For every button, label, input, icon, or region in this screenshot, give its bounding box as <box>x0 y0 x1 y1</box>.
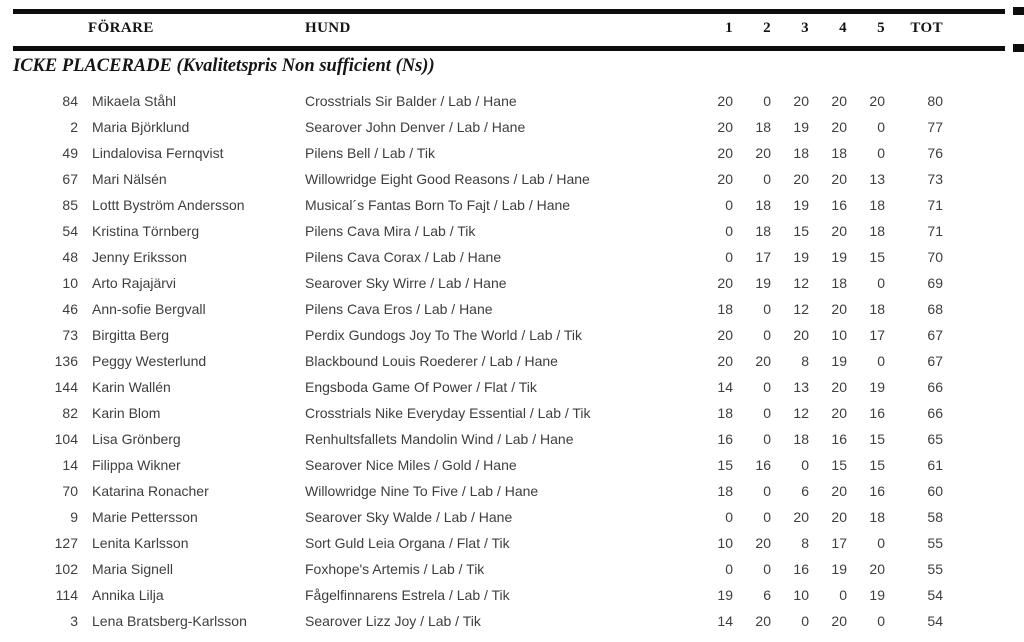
start-number-cell: 84 <box>62 93 78 109</box>
forare-cell: Maria Björklund <box>92 119 190 135</box>
score-2-cell: 17 <box>755 249 771 265</box>
score-2-cell: 19 <box>755 275 771 291</box>
score-1-cell: 18 <box>717 301 733 317</box>
table-row <box>0 114 1024 140</box>
score-1-cell: 18 <box>717 405 733 421</box>
table-row <box>0 452 1024 478</box>
score-4-cell: 16 <box>831 197 847 213</box>
score-2-cell: 18 <box>755 197 771 213</box>
hund-cell: Willowridge Nine To Five / Lab / Hane <box>305 483 539 499</box>
page-edge-fragment-top <box>1013 7 1024 15</box>
score-1-cell: 16 <box>717 431 733 447</box>
start-number-cell: 10 <box>62 275 78 291</box>
forare-cell: Annika Lilja <box>92 587 164 603</box>
total-cell: 61 <box>927 457 943 473</box>
score-4-cell: 20 <box>831 405 847 421</box>
score-3-cell: 19 <box>793 197 809 213</box>
start-number-cell: 70 <box>62 483 78 499</box>
start-number-cell: 73 <box>62 327 78 343</box>
table-row <box>0 426 1024 452</box>
column-header-tot: TOT <box>910 20 943 36</box>
total-cell: 68 <box>927 301 943 317</box>
score-3-cell: 20 <box>793 171 809 187</box>
table-row <box>0 322 1024 348</box>
score-3-cell: 12 <box>793 301 809 317</box>
score-3-cell: 20 <box>793 327 809 343</box>
score-2-cell: 16 <box>755 457 771 473</box>
score-3-cell: 18 <box>793 145 809 161</box>
start-number-cell: 67 <box>62 171 78 187</box>
score-5-cell: 18 <box>869 197 885 213</box>
hund-cell: Fågelfinnarens Estrela / Lab / Tik <box>305 587 510 603</box>
hund-cell: Foxhope's Artemis / Lab / Tik <box>305 561 485 577</box>
score-2-cell: 0 <box>763 431 771 447</box>
total-cell: 58 <box>927 509 943 525</box>
score-5-cell: 19 <box>869 379 885 395</box>
forare-cell: Katarina Ronacher <box>92 483 209 499</box>
score-2-cell: 20 <box>755 613 771 629</box>
score-1-cell: 0 <box>725 561 733 577</box>
hund-cell: Perdix Gundogs Joy To The World / Lab / Tik <box>305 327 583 343</box>
total-cell: 70 <box>927 249 943 265</box>
start-number-cell: 48 <box>62 249 78 265</box>
score-1-cell: 20 <box>717 327 733 343</box>
total-cell: 73 <box>927 171 943 187</box>
score-5-cell: 16 <box>869 483 885 499</box>
score-5-cell: 15 <box>869 249 885 265</box>
hund-cell: Renhultsfallets Mandolin Wind / Lab / Hane <box>305 431 574 447</box>
score-3-cell: 19 <box>793 249 809 265</box>
hund-cell: Pilens Cava Eros / Lab / Hane <box>305 301 493 317</box>
score-5-cell: 19 <box>869 587 885 603</box>
hund-cell: Searover John Denver / Lab / Hane <box>305 119 526 135</box>
hund-cell: Crosstrials Sir Balder / Lab / Hane <box>305 93 517 109</box>
forare-cell: Jenny Eriksson <box>92 249 187 265</box>
start-number-cell: 49 <box>62 145 78 161</box>
score-5-cell: 16 <box>869 405 885 421</box>
score-1-cell: 14 <box>717 613 733 629</box>
score-5-cell: 18 <box>869 301 885 317</box>
start-number-cell: 127 <box>54 535 78 551</box>
score-1-cell: 14 <box>717 379 733 395</box>
results-rows <box>0 88 1024 634</box>
score-5-cell: 0 <box>877 275 885 291</box>
table-row <box>0 582 1024 608</box>
score-5-cell: 15 <box>869 431 885 447</box>
score-4-cell: 10 <box>831 327 847 343</box>
start-number-cell: 46 <box>62 301 78 317</box>
score-1-cell: 0 <box>725 249 733 265</box>
column-header-1: 1 <box>725 20 733 36</box>
score-1-cell: 15 <box>717 457 733 473</box>
forare-cell: Lena Bratsberg-Karlsson <box>92 613 247 629</box>
score-2-cell: 0 <box>763 327 771 343</box>
score-2-cell: 6 <box>763 587 771 603</box>
forare-cell: Peggy Westerlund <box>92 353 207 369</box>
table-row <box>0 556 1024 582</box>
score-4-cell: 19 <box>831 249 847 265</box>
score-1-cell: 20 <box>717 119 733 135</box>
score-5-cell: 17 <box>869 327 885 343</box>
score-4-cell: 20 <box>831 509 847 525</box>
forare-cell: Marie Pettersson <box>92 509 198 525</box>
table-row <box>0 218 1024 244</box>
score-5-cell: 0 <box>877 145 885 161</box>
total-cell: 54 <box>927 613 943 629</box>
hund-cell: Engsboda Game Of Power / Flat / Tik <box>305 379 537 395</box>
score-4-cell: 15 <box>831 457 847 473</box>
start-number-cell: 2 <box>70 119 78 135</box>
score-5-cell: 20 <box>869 561 885 577</box>
header-separator-rule <box>13 46 1005 51</box>
table-row <box>0 88 1024 114</box>
table-row <box>0 270 1024 296</box>
total-cell: 67 <box>927 353 943 369</box>
score-2-cell: 0 <box>763 405 771 421</box>
score-2-cell: 0 <box>763 379 771 395</box>
start-number-cell: 136 <box>54 353 78 369</box>
table-row <box>0 504 1024 530</box>
table-row <box>0 244 1024 270</box>
score-1-cell: 18 <box>717 483 733 499</box>
score-5-cell: 20 <box>869 93 885 109</box>
total-cell: 67 <box>927 327 943 343</box>
total-cell: 77 <box>927 119 943 135</box>
score-4-cell: 20 <box>831 93 847 109</box>
score-4-cell: 20 <box>831 223 847 239</box>
score-2-cell: 20 <box>755 353 771 369</box>
total-cell: 55 <box>927 561 943 577</box>
total-cell: 66 <box>927 405 943 421</box>
score-4-cell: 0 <box>839 587 847 603</box>
hund-cell: Musical´s Fantas Born To Fajt / Lab / Hane <box>305 197 571 213</box>
score-5-cell: 0 <box>877 535 885 551</box>
forare-cell: Kristina Törnberg <box>92 223 200 239</box>
forare-cell: Arto Rajajärvi <box>92 275 177 291</box>
score-4-cell: 16 <box>831 431 847 447</box>
score-3-cell: 0 <box>801 613 809 629</box>
score-1-cell: 19 <box>717 587 733 603</box>
hund-cell: Blackbound Louis Roederer / Lab / Hane <box>305 353 558 369</box>
score-1-cell: 0 <box>725 223 733 239</box>
table-header-row <box>0 15 1024 41</box>
hund-cell: Sort Guld Leia Organa / Flat / Tik <box>305 535 510 551</box>
score-2-cell: 20 <box>755 535 771 551</box>
score-5-cell: 0 <box>877 613 885 629</box>
score-2-cell: 0 <box>763 561 771 577</box>
score-3-cell: 6 <box>801 483 809 499</box>
score-3-cell: 20 <box>793 93 809 109</box>
forare-cell: Karin Blom <box>92 405 161 421</box>
start-number-cell: 85 <box>62 197 78 213</box>
start-number-cell: 82 <box>62 405 78 421</box>
start-number-cell: 114 <box>55 587 78 603</box>
score-1-cell: 20 <box>717 353 733 369</box>
forare-cell: Mari Nälsén <box>92 171 167 187</box>
total-cell: 65 <box>927 431 943 447</box>
score-2-cell: 0 <box>763 509 771 525</box>
start-number-cell: 14 <box>62 457 78 473</box>
table-row <box>0 374 1024 400</box>
column-header-forare: FÖRARE <box>88 20 154 36</box>
score-3-cell: 12 <box>793 275 809 291</box>
hund-cell: Searover Nice Miles / Gold / Hane <box>305 457 517 473</box>
score-2-cell: 0 <box>763 171 771 187</box>
total-cell: 71 <box>927 197 943 213</box>
forare-cell: Ann-sofie Bergvall <box>92 301 206 317</box>
hund-cell: Pilens Cava Mira / Lab / Tik <box>305 223 476 239</box>
score-4-cell: 20 <box>831 483 847 499</box>
score-1-cell: 10 <box>717 535 733 551</box>
score-4-cell: 20 <box>831 613 847 629</box>
score-2-cell: 18 <box>755 119 771 135</box>
forare-cell: Lindalovisa Fernqvist <box>92 145 224 161</box>
table-row <box>0 608 1024 634</box>
table-row <box>0 530 1024 556</box>
score-4-cell: 20 <box>831 171 847 187</box>
forare-cell: Lisa Grönberg <box>92 431 181 447</box>
total-cell: 76 <box>927 145 943 161</box>
score-3-cell: 19 <box>793 119 809 135</box>
table-row <box>0 400 1024 426</box>
total-cell: 60 <box>927 483 943 499</box>
score-3-cell: 13 <box>793 379 809 395</box>
score-1-cell: 0 <box>725 509 733 525</box>
column-header-5: 5 <box>877 20 885 36</box>
score-1-cell: 20 <box>717 93 733 109</box>
start-number-cell: 144 <box>54 379 78 395</box>
start-number-cell: 54 <box>62 223 78 239</box>
score-2-cell: 0 <box>763 93 771 109</box>
total-cell: 54 <box>927 587 943 603</box>
score-3-cell: 16 <box>793 561 809 577</box>
score-5-cell: 18 <box>869 509 885 525</box>
score-4-cell: 17 <box>831 535 847 551</box>
score-3-cell: 8 <box>801 535 809 551</box>
table-row <box>0 166 1024 192</box>
hund-cell: Searover Lizz Joy / Lab / Tik <box>305 613 481 629</box>
total-cell: 71 <box>927 223 943 239</box>
score-5-cell: 0 <box>877 119 885 135</box>
top-rule <box>13 9 1005 14</box>
total-cell: 66 <box>927 379 943 395</box>
score-5-cell: 13 <box>869 171 885 187</box>
hund-cell: Crosstrials Nike Everyday Essential / Lab / Tik <box>305 405 591 421</box>
score-2-cell: 0 <box>763 483 771 499</box>
table-row <box>0 140 1024 166</box>
score-4-cell: 18 <box>831 145 847 161</box>
hund-cell: Searover Sky Wirre / Lab / Hane <box>305 275 507 291</box>
hund-cell: Searover Sky Walde / Lab / Hane <box>305 509 513 525</box>
score-1-cell: 20 <box>717 145 733 161</box>
forare-cell: Karin Wallén <box>92 379 171 395</box>
score-3-cell: 12 <box>793 405 809 421</box>
score-1-cell: 0 <box>725 197 733 213</box>
start-number-cell: 3 <box>70 613 78 629</box>
column-header-hund: HUND <box>305 20 351 36</box>
score-3-cell: 15 <box>793 223 809 239</box>
table-row <box>0 478 1024 504</box>
forare-cell: Mikaela Ståhl <box>92 93 177 109</box>
score-2-cell: 18 <box>755 223 771 239</box>
section-title: ICKE PLACERADE (Kvalitetspris Non sufficient (Ns)) <box>13 56 435 76</box>
forare-cell: Maria Signell <box>92 561 173 577</box>
table-row <box>0 192 1024 218</box>
score-2-cell: 20 <box>755 145 771 161</box>
hund-cell: Pilens Cava Corax / Lab / Hane <box>305 249 502 265</box>
score-4-cell: 19 <box>831 561 847 577</box>
forare-cell: Lenita Karlsson <box>92 535 189 551</box>
start-number-cell: 104 <box>54 431 78 447</box>
score-2-cell: 0 <box>763 301 771 317</box>
score-3-cell: 18 <box>793 431 809 447</box>
score-3-cell: 10 <box>793 587 809 603</box>
hund-cell: Pilens Bell / Lab / Tik <box>305 145 435 161</box>
score-3-cell: 0 <box>801 457 809 473</box>
column-header-2: 2 <box>763 20 771 36</box>
start-number-cell: 9 <box>70 509 78 525</box>
start-number-cell: 102 <box>54 561 78 577</box>
score-4-cell: 19 <box>831 353 847 369</box>
table-row <box>0 348 1024 374</box>
forare-cell: Lottt Byström Andersson <box>92 197 245 213</box>
forare-cell: Birgitta Berg <box>92 327 170 343</box>
score-5-cell: 0 <box>877 353 885 369</box>
score-5-cell: 15 <box>869 457 885 473</box>
score-3-cell: 20 <box>793 509 809 525</box>
score-1-cell: 20 <box>717 171 733 187</box>
total-cell: 55 <box>927 535 943 551</box>
score-1-cell: 20 <box>717 275 733 291</box>
column-header-4: 4 <box>839 20 847 36</box>
hund-cell: Willowridge Eight Good Reasons / Lab / Hane <box>305 171 590 187</box>
total-cell: 80 <box>927 93 943 109</box>
forare-cell: Filippa Wikner <box>92 457 181 473</box>
score-4-cell: 20 <box>831 301 847 317</box>
table-row <box>0 296 1024 322</box>
score-4-cell: 20 <box>831 119 847 135</box>
score-5-cell: 18 <box>869 223 885 239</box>
column-header-3: 3 <box>801 20 809 36</box>
score-4-cell: 18 <box>831 275 847 291</box>
score-3-cell: 8 <box>801 353 809 369</box>
page-edge-fragment-mid <box>1013 44 1024 52</box>
total-cell: 69 <box>927 275 943 291</box>
score-4-cell: 20 <box>831 379 847 395</box>
